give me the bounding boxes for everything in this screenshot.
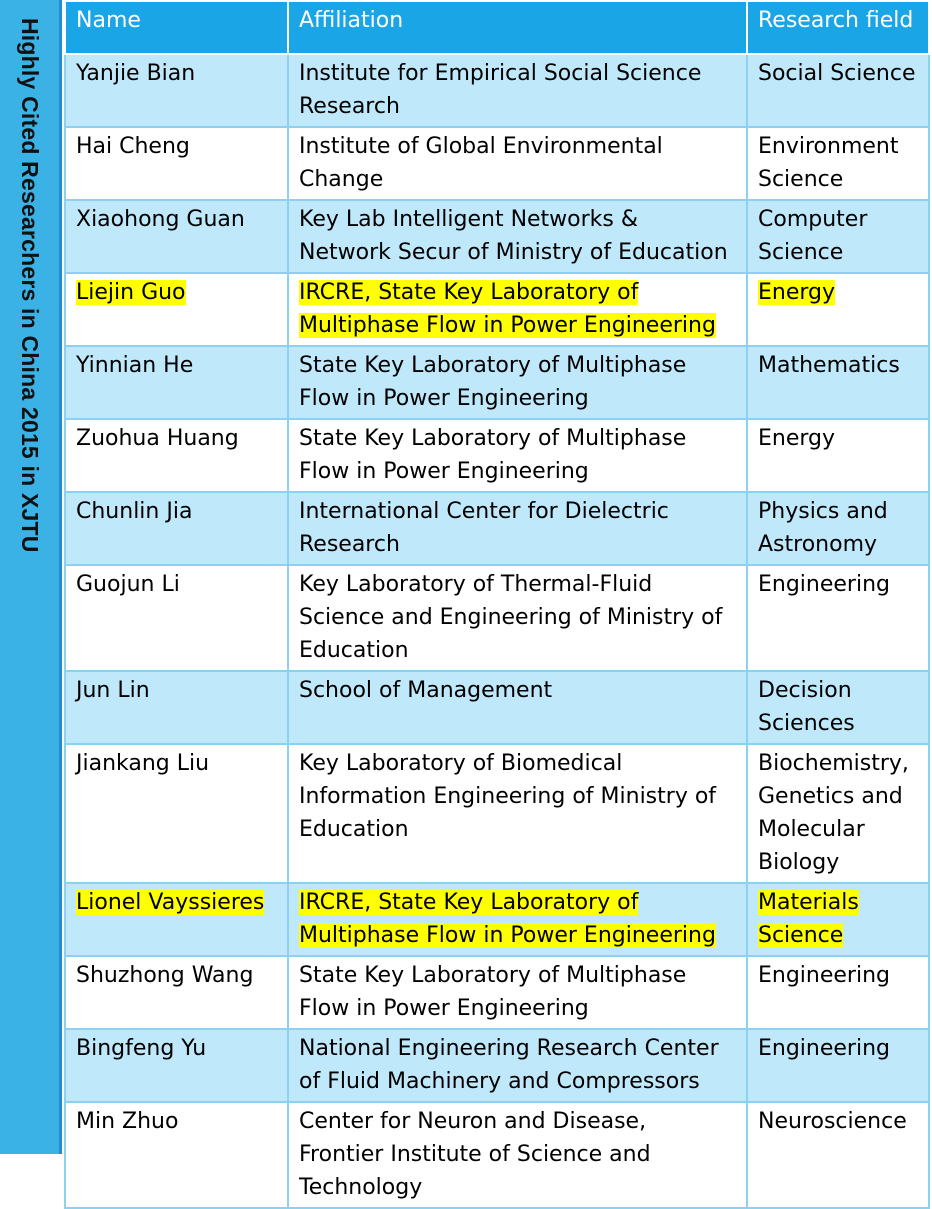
cell-research-field-text: Energy [758,426,836,451]
cell-affiliation [288,744,747,883]
cell-name [65,1102,288,1208]
cell-affiliation [288,346,747,419]
cell-name [65,492,288,565]
sidebar-banner [0,0,62,1154]
cell-affiliation-text: Key Lab Intelligent Networks & Network Secur of Ministry of Education [299,207,728,265]
cell-name [65,1029,288,1102]
cell-name-text: Xiaohong Guan [76,207,245,232]
column-header-research-field: Research field [747,1,929,54]
cell-name [65,346,288,419]
cell-affiliation-text: State Key Laboratory of Multiphase Flow in Power Engineering [299,426,687,484]
cell-research-field-text: Decision Sciences [758,678,855,736]
cell-research-field-text: Environment Science [758,134,899,192]
cell-affiliation-text: School of Management [299,678,553,703]
cell-affiliation [288,883,747,956]
cell-research-field-text: Mathematics [758,353,900,378]
cell-research-field-text: Engineering [758,963,890,988]
cell-name-text: Chunlin Jia [76,499,193,524]
cell-research-field-text: Neuroscience [758,1109,907,1134]
cell-research-field [747,744,929,883]
cell-research-field [747,956,929,1029]
column-header-affiliation: Affiliation [288,1,747,54]
cell-affiliation-text: Key Laboratory of Thermal-Fluid Science and Engineering of Ministry of Education [299,572,723,663]
cell-affiliation [288,127,747,200]
cell-name [65,956,288,1029]
table-row [65,419,929,492]
cell-research-field-text: Energy [758,280,836,305]
cell-research-field-text: Social Science [758,61,916,86]
cell-affiliation [288,54,747,127]
cell-research-field [747,565,929,671]
table-row [65,883,929,956]
cell-affiliation [288,956,747,1029]
cell-name-text: Jun Lin [76,678,150,703]
cell-name-text: Hai Cheng [76,134,190,159]
cell-research-field [747,492,929,565]
cell-research-field-text: Biochemistry, Genetics and Molecular Biology [758,751,909,875]
cell-research-field [747,419,929,492]
cell-name [65,744,288,883]
cell-affiliation-text: State Key Laboratory of Multiphase Flow in Power Engineering [299,353,687,411]
cell-affiliation-text: IRCRE, State Key Laboratory of Multiphase Flow in Power Engineering [299,280,716,338]
cell-research-field [747,671,929,744]
cell-affiliation [288,273,747,346]
cell-research-field [747,1102,929,1208]
cell-name [65,54,288,127]
column-header-name: Name [65,1,288,54]
researchers-table [64,0,930,1209]
cell-name [65,565,288,671]
cell-name [65,671,288,744]
cell-affiliation [288,492,747,565]
table-row [65,346,929,419]
table-row [65,1029,929,1102]
cell-name-text: Guojun Li [76,572,180,597]
cell-name [65,883,288,956]
table-body [65,54,929,1208]
table-row [65,492,929,565]
cell-name-text: Zuohua Huang [76,426,239,451]
cell-affiliation [288,565,747,671]
cell-research-field [747,1029,929,1102]
cell-name-text: Jiankang Liu [76,751,210,776]
cell-affiliation [288,200,747,273]
cell-affiliation-text: State Key Laboratory of Multiphase Flow in Power Engineering [299,963,687,1021]
table-row [65,744,929,883]
cell-affiliation-text: Center for Neuron and Disease, Frontier Institute of Science and Technology [299,1109,651,1200]
cell-name [65,200,288,273]
header-row [65,1,929,54]
cell-affiliation-text: National Engineering Research Center of Fluid Machinery and Compressors [299,1036,719,1094]
cell-affiliation-text: Institute of Global Environmental Change [299,134,663,192]
cell-affiliation [288,1029,747,1102]
table-header [65,1,929,54]
cell-name-text: Yinnian He [76,353,194,378]
cell-research-field-text: Physics and Astronomy [758,499,888,557]
cell-name-text: Yanjie Bian [76,61,196,86]
cell-affiliation [288,419,747,492]
cell-name-text: Liejin Guo [76,280,186,305]
table-row [65,1102,929,1208]
cell-affiliation-text: Institute for Empirical Social Science Research [299,61,702,119]
cell-affiliation-text: International Center for Dielectric Research [299,499,669,557]
cell-name-text: Min Zhuo [76,1109,179,1134]
cell-research-field [747,54,929,127]
cell-research-field [747,346,929,419]
cell-research-field-text: Computer Science [758,207,868,265]
cell-research-field-text: Engineering [758,1036,890,1061]
cell-research-field [747,200,929,273]
cell-name [65,127,288,200]
table-row [65,200,929,273]
cell-research-field-text: Materials Science [758,890,859,948]
table-row [65,127,929,200]
cell-research-field [747,883,929,956]
cell-name [65,273,288,346]
cell-affiliation-text: Key Laboratory of Biomedical Information Engineering of Ministry of Education [299,751,717,842]
cell-research-field [747,273,929,346]
cell-name-text: Lionel Vayssieres [76,890,265,915]
page-title: Highly Cited Researchers in China 2015 in XJTU [17,18,43,553]
table-row [65,956,929,1029]
cell-name-text: Shuzhong Wang [76,963,254,988]
cell-affiliation [288,1102,747,1208]
cell-research-field-text: Engineering [758,572,890,597]
table-row [65,565,929,671]
table-row [65,273,929,346]
cell-name [65,419,288,492]
cell-affiliation-text: IRCRE, State Key Laboratory of Multiphase Flow in Power Engineering [299,890,716,948]
cell-research-field [747,127,929,200]
table-row [65,671,929,744]
cell-affiliation [288,671,747,744]
cell-name-text: Bingfeng Yu [76,1036,207,1061]
table-row [65,54,929,127]
